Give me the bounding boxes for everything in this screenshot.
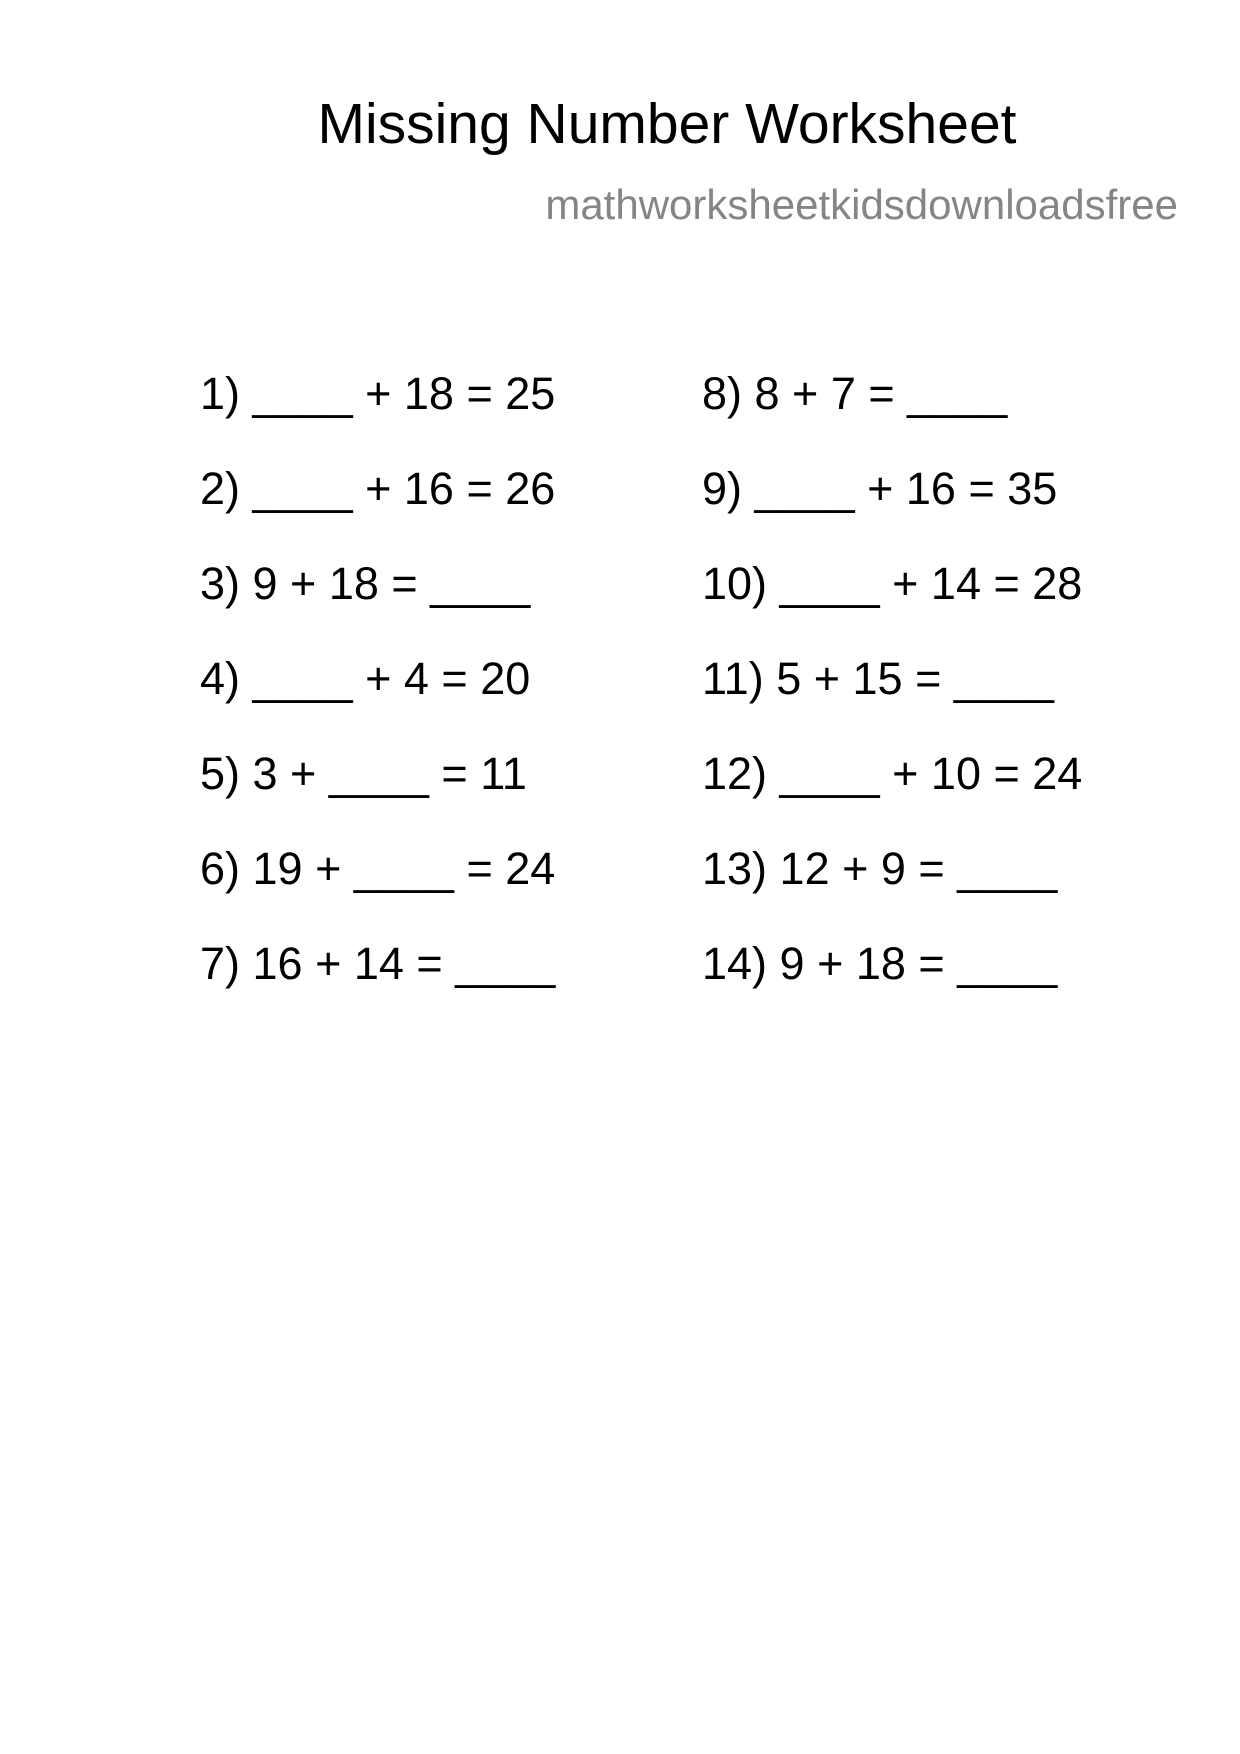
problem-14: 14) 9 + 18 = ____ bbox=[702, 938, 1058, 989]
problem-2: 2) ____ + 16 = 26 bbox=[200, 463, 556, 514]
problem-3: 3) 9 + 18 = ____ bbox=[200, 558, 531, 609]
problem-column-left bbox=[200, 346, 555, 1011]
worksheet-title: Missing Number Worksheet bbox=[317, 92, 1017, 156]
problem-12: 12) ____ + 10 = 24 bbox=[702, 748, 1083, 799]
problem-1: 1) ____ + 18 = 25 bbox=[200, 368, 556, 419]
problem-7: 7) 16 + 14 = ____ bbox=[200, 938, 556, 989]
problem-13: 13) 12 + 9 = ____ bbox=[702, 843, 1058, 894]
problem-8: 8) 8 + 7 = ____ bbox=[702, 368, 1008, 419]
problem-column-right bbox=[702, 346, 1082, 1011]
problem-9: 9) ____ + 16 = 35 bbox=[702, 463, 1058, 514]
problem-11: 11) 5 + 15 = ____ bbox=[702, 653, 1054, 704]
problem-5: 5) 3 + ____ = 11 bbox=[200, 748, 527, 799]
problem-10: 10) ____ + 14 = 28 bbox=[702, 558, 1083, 609]
problem-4: 4) ____ + 4 = 20 bbox=[200, 653, 531, 704]
problem-6: 6) 19 + ____ = 24 bbox=[200, 843, 556, 894]
worksheet-source-label: mathworksheetkidsdownloadsfree bbox=[545, 181, 1178, 228]
